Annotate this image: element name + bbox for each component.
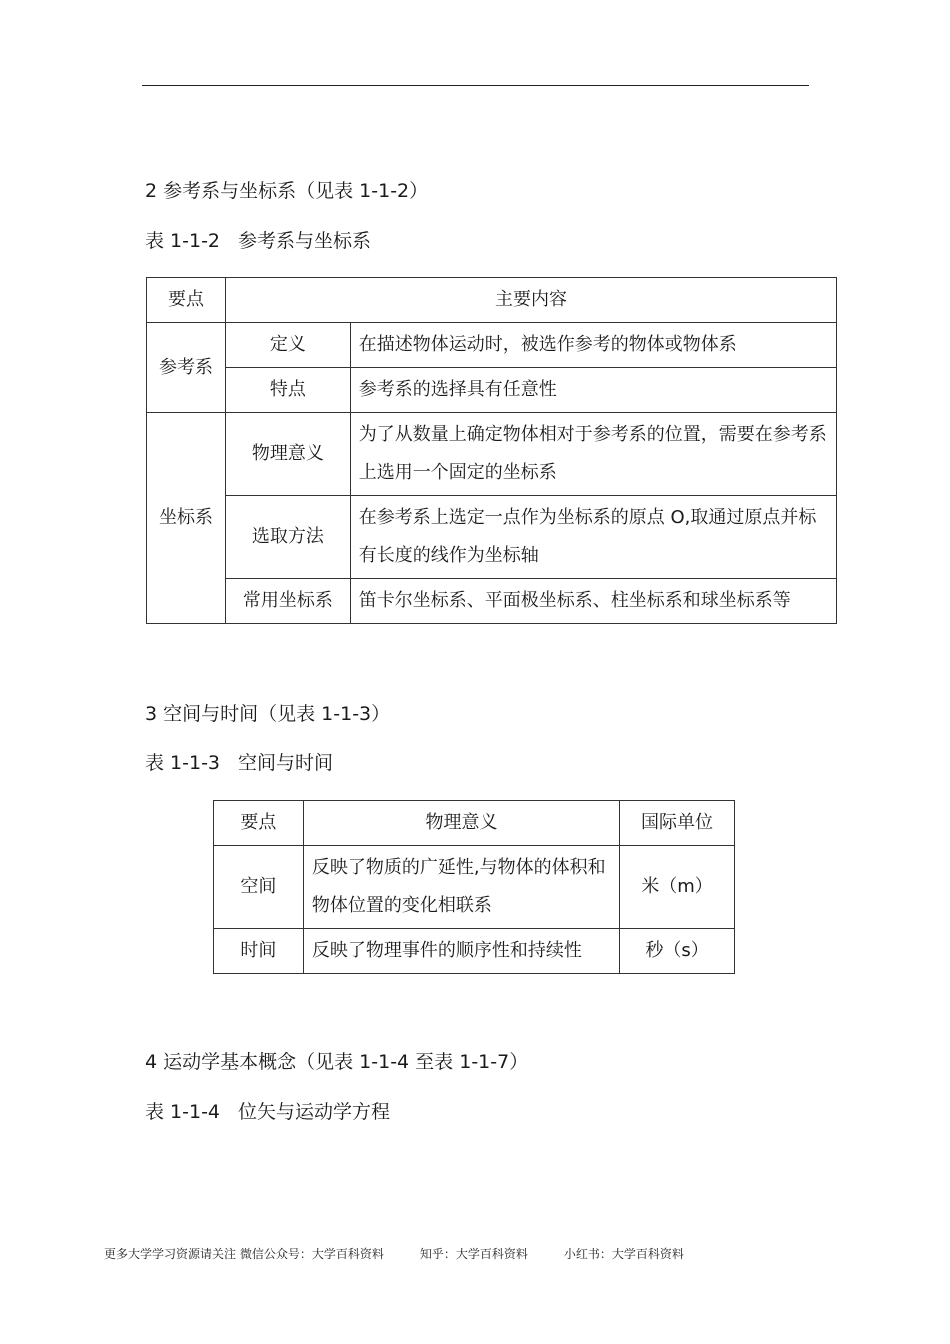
table-1-1-2-caption	[145, 229, 371, 253]
table-header-row	[214, 801, 735, 846]
table-header-row	[147, 278, 837, 323]
row-unit: 秒（s）	[620, 929, 735, 974]
section3-heading: 3 空间与时间（见表 1-1-3）	[145, 703, 391, 725]
footer-wechat: 更多大学学习资源请关注 微信公众号：大学百科资料	[104, 1247, 384, 1261]
header-cell-content: 主要内容	[225, 278, 836, 323]
table-1-1-3-caption	[145, 751, 333, 775]
table-row	[147, 496, 837, 579]
row-label: 常用坐标系	[225, 579, 350, 624]
header-cell-unit: 国际单位	[620, 801, 735, 846]
space-time-table	[213, 800, 735, 974]
row-content: 在描述物体运动时，被选作参考的物体或物体系	[350, 323, 836, 368]
caption-number: 表 1-1-2	[145, 230, 221, 252]
row-point: 时间	[214, 929, 304, 974]
table-1-1-4-caption	[145, 1100, 390, 1124]
page-footer	[104, 1245, 720, 1262]
row-label: 定义	[225, 323, 350, 368]
caption-title: 空间与时间	[238, 752, 334, 774]
row-content: 为了从数量上确定物体相对于参考系的位置，需要在参考系上选用一个固定的坐标系	[350, 413, 836, 496]
header-cell-point: 要点	[147, 278, 226, 323]
table-row	[214, 846, 735, 929]
caption-title: 参考系与坐标系	[238, 230, 372, 252]
row-unit: 米（m）	[620, 846, 735, 929]
row-label: 选取方法	[225, 496, 350, 579]
table-row	[147, 413, 837, 496]
footer-zhihu: 知乎：大学百科资料	[419, 1247, 528, 1261]
header-cell-meaning: 物理意义	[303, 801, 619, 846]
row-label: 特点	[225, 368, 350, 413]
caption-number: 表 1-1-3	[145, 752, 221, 774]
row-meaning: 反映了物质的广延性,与物体的体积和物体位置的变化相联系	[303, 846, 619, 929]
row-content: 在参考系上选定一点作为坐标系的原点 O,取通过原点并标有长度的线作为坐标轴	[350, 496, 836, 579]
caption-title: 位矢与运动学方程	[238, 1101, 391, 1123]
group-label-reference-frame: 参考系	[147, 323, 226, 413]
header-rule	[142, 85, 809, 86]
row-content: 参考系的选择具有任意性	[350, 368, 836, 413]
footer-xiaohongshu: 小红书：大学百科资料	[563, 1247, 684, 1261]
row-meaning: 反映了物理事件的顺序性和持续性	[303, 929, 619, 974]
section4-heading: 4 运动学基本概念（见表 1-1-4 至表 1-1-7）	[145, 1051, 529, 1073]
table-row	[147, 323, 837, 368]
group-label-coordinate-system: 坐标系	[147, 413, 226, 624]
row-point: 空间	[214, 846, 304, 929]
header-cell-point: 要点	[214, 801, 304, 846]
table-row	[147, 368, 837, 413]
reference-frame-table	[146, 277, 837, 624]
section2-heading: 2 参考系与坐标系（见表 1-1-2）	[145, 180, 429, 202]
table-row	[147, 579, 837, 624]
caption-number: 表 1-1-4	[145, 1101, 221, 1123]
row-label: 物理意义	[225, 413, 350, 496]
table-row	[214, 929, 735, 974]
row-content: 笛卡尔坐标系、平面极坐标系、柱坐标系和球坐标系等	[350, 579, 836, 624]
